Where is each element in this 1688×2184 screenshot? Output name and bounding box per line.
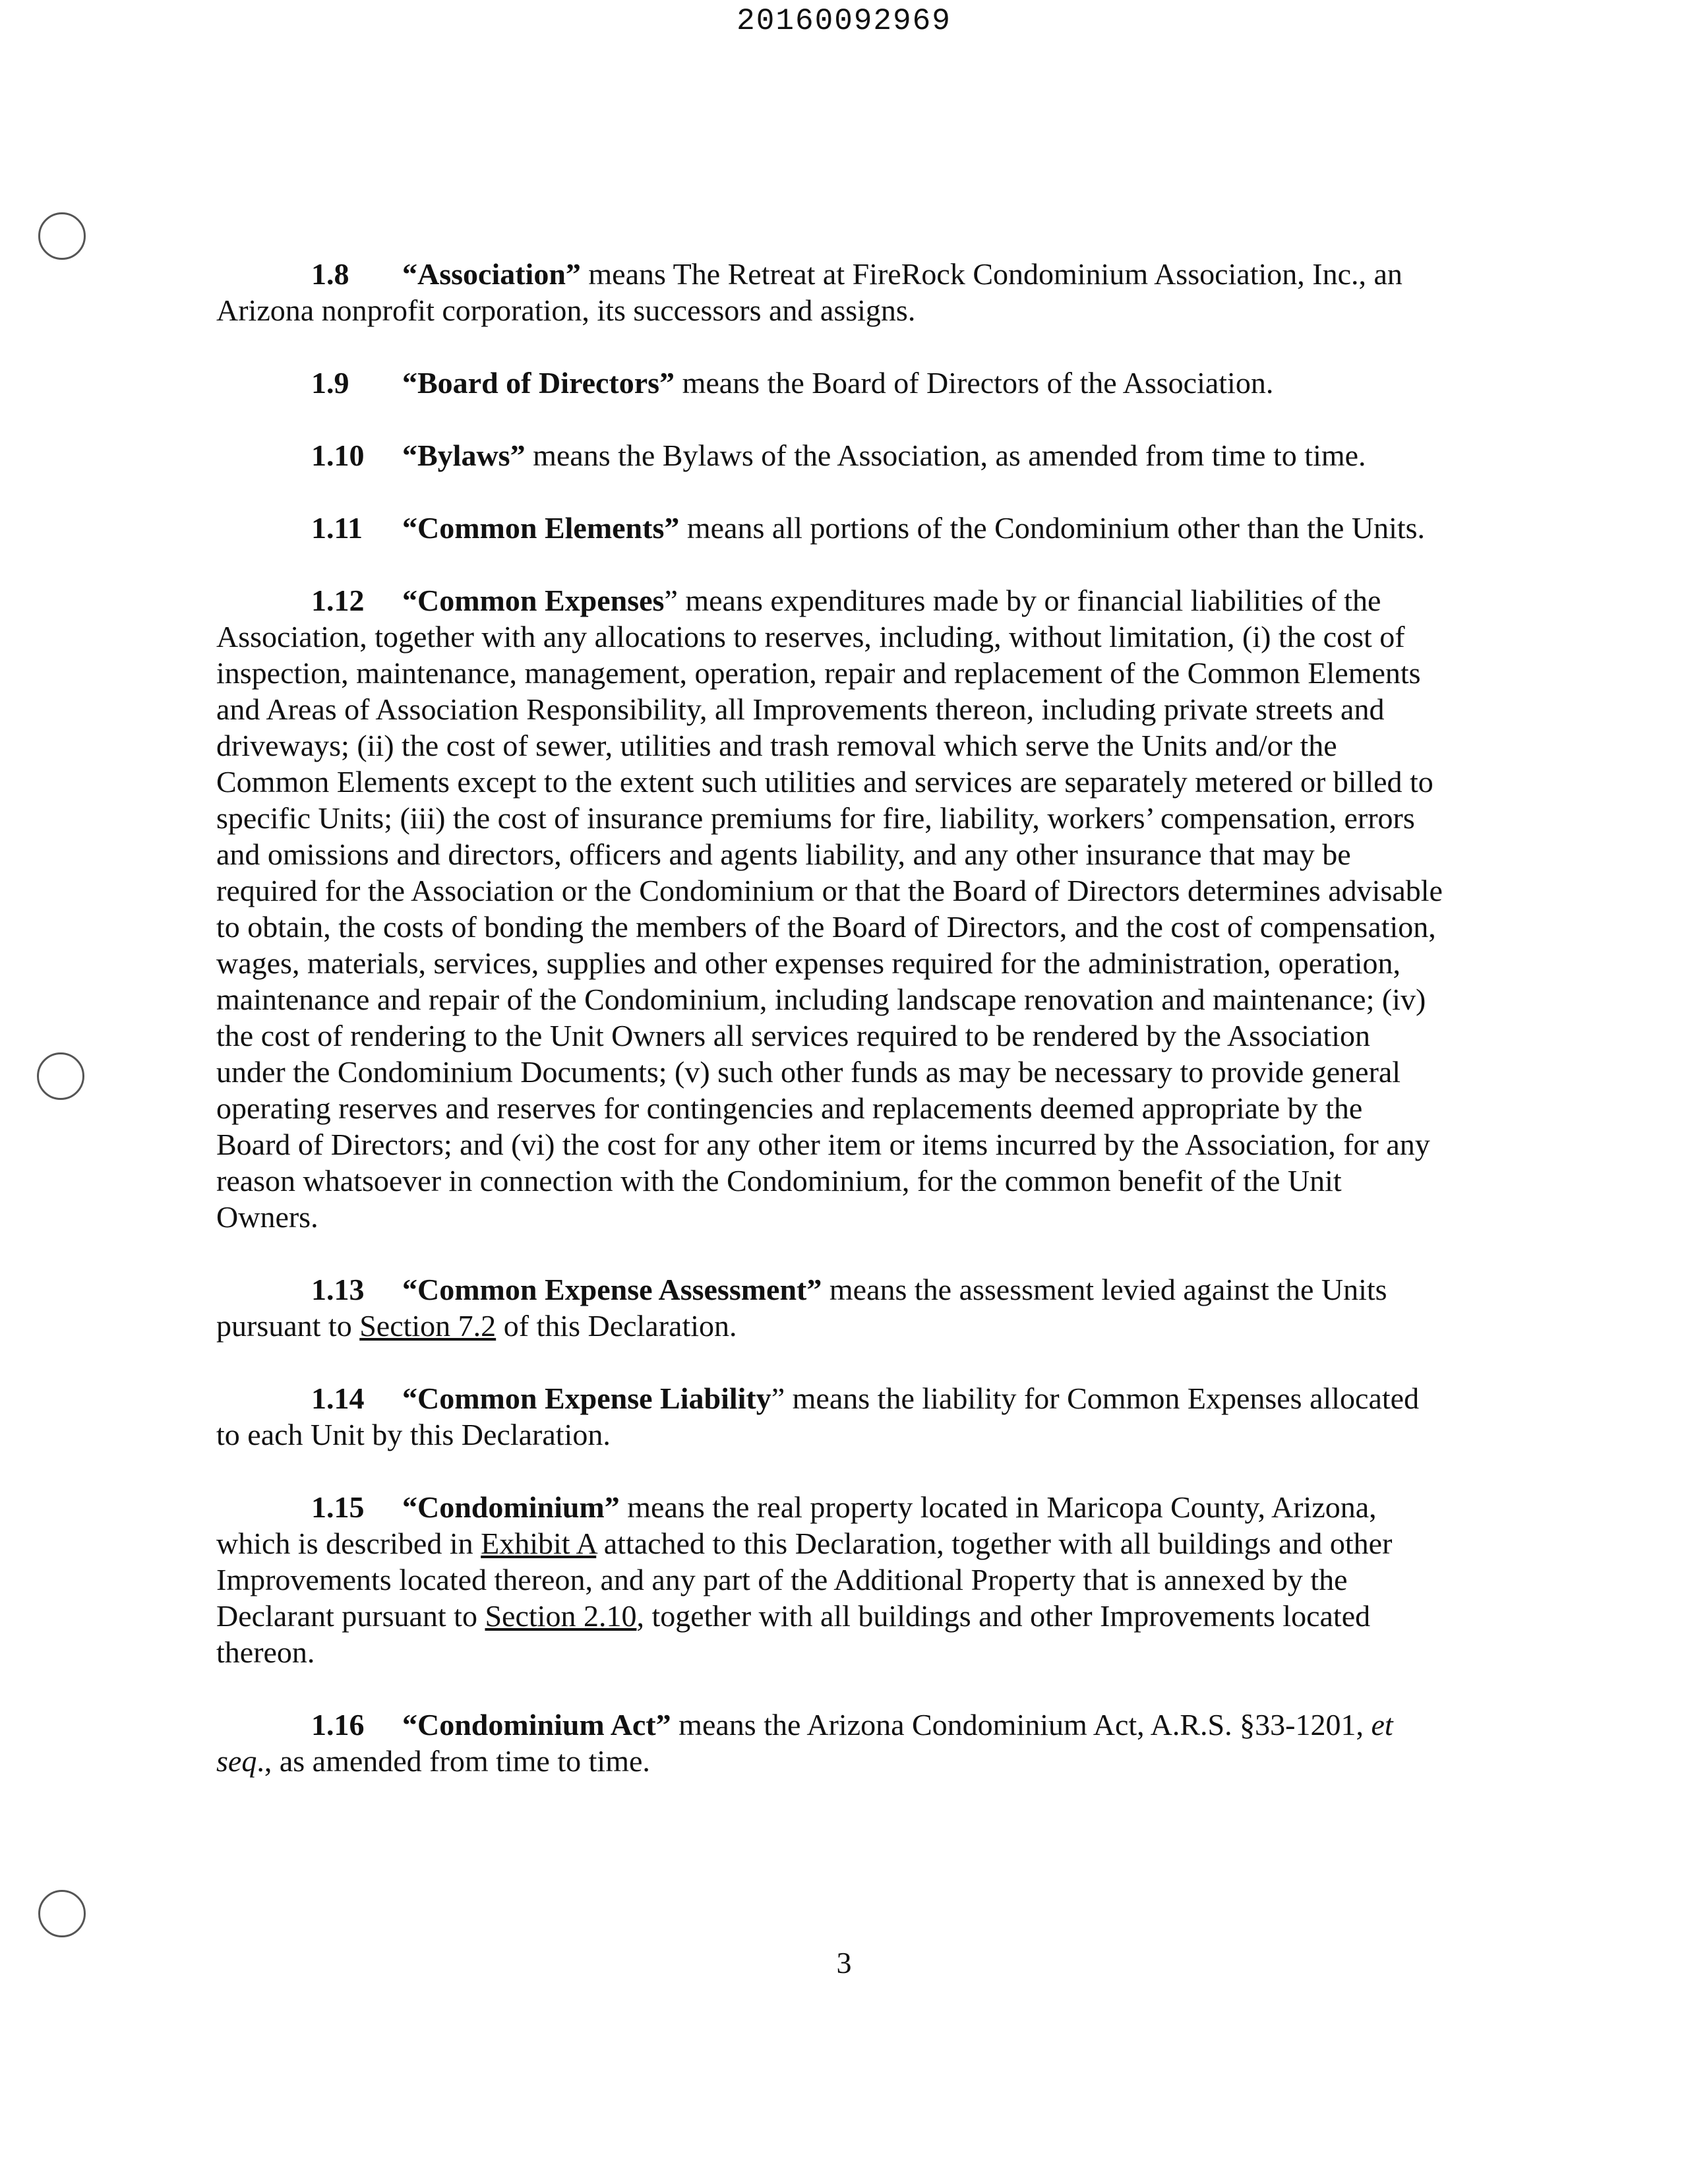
- section-number: 1.12: [311, 584, 365, 617]
- section-number: 1.14: [311, 1381, 365, 1415]
- section-number: 1.16: [311, 1708, 365, 1742]
- section-1-9: [216, 365, 1444, 401]
- section-number: 1.8: [311, 257, 349, 291]
- section-number: 1.10: [311, 439, 365, 472]
- section-1-13: [216, 1271, 1444, 1344]
- definition-text: means the assessment levied against the Units pursuant to: [216, 1273, 1387, 1343]
- section-1-8: [216, 256, 1444, 328]
- section-reference: Section 7.2: [359, 1309, 497, 1343]
- definition-text: ” means the liability for Common Expenses allocated to each Unit by this Declaration.: [216, 1381, 1420, 1451]
- latin-phrase: et seq: [216, 1708, 1393, 1778]
- definition-text: of this Declaration.: [496, 1309, 737, 1343]
- defined-term: “Condominium Act”: [402, 1708, 671, 1742]
- page-number: 3: [836, 1946, 852, 1980]
- section-number: 1.11: [311, 511, 363, 545]
- defined-term: “Common Expenses: [402, 584, 665, 617]
- definition-text: , together with all buildings and other Improvements located thereon.: [216, 1599, 1371, 1669]
- definition-text: ., as amended from time to time.: [256, 1744, 650, 1778]
- section-1-14: [216, 1380, 1444, 1453]
- defined-term: “Bylaws”: [402, 439, 526, 472]
- section-reference: Section 2.10: [485, 1599, 637, 1633]
- section-1-10: [216, 437, 1444, 473]
- defined-term: “Board of Directors”: [402, 366, 675, 400]
- definition-text: means all portions of the Condominium other than the Units.: [679, 511, 1426, 545]
- definition-text: means the Bylaws of the Association, as amended from time to time.: [525, 439, 1366, 472]
- punch-hole-top: [38, 212, 86, 260]
- defined-term: “Association”: [402, 257, 581, 291]
- definition-text: means The Retreat at FireRock Condominium Association, Inc., an Arizona nonprofit corporation, its successors and assigns.: [216, 257, 1402, 327]
- document-body: [216, 256, 1444, 1815]
- section-number: 1.9: [311, 366, 349, 400]
- section-1-15: [216, 1489, 1444, 1670]
- section-number: 1.15: [311, 1490, 365, 1524]
- defined-term: “Common Expense Liability: [402, 1381, 771, 1415]
- definition-text: means the real property located in Maricopa County, Arizona, which is described in: [216, 1490, 1377, 1560]
- definition-text: means the Board of Directors of the Association.: [675, 366, 1274, 400]
- defined-term: “Common Elements”: [402, 511, 680, 545]
- defined-term: “Condominium”: [402, 1490, 620, 1524]
- definition-text: attached to this Declaration, together with all buildings and other Improvements located thereon, and any part of the Additional Property that is annexed by the Declarant pursuant to: [216, 1527, 1393, 1633]
- section-number: 1.13: [311, 1273, 365, 1306]
- definition-text: ” means expenditures made by or financial liabilities of the Association, together with any allocations to reserves, including, without limitation, (i) the cost of inspection, maintenance, management, operation, repair and replacement of the Common Elements and Areas of Association Responsibility, all Improvements thereon, including private streets and driveways; (ii) the cost of sewer, utilities and trash removal which serve the Units and/or the Common Elements except to the extent such utilities and services are separately metered or billed to specific Units; (iii) the cost of insurance premiums for fire, liability, workers’ compensation, errors and omissions and directors, officers and agents liability, and any other insurance that may be required for the Association or the Condominium or that the Board of Directors determines advisable to obtain, the costs of bonding the members of the Board of Directors, and the cost of compensation, wages, materials, services, supplies and other expenses required for the administration, operation, maintenance and repair of the Condominium, including landscape renovation and maintenance; (iv) the cost of rendering to the Unit Owners all services required to be rendered by the Association under the Condominium Documents; (v) such other funds as may be necessary to provide general operating reserves and reserves for contingencies and replacements deemed appropriate by the Board of Directors; and (vi) the cost for any other item or items incurred by the Association, for any reason whatsoever in connection with the Condominium, for the common benefit of the Unit Owners.: [216, 584, 1443, 1234]
- section-1-11: [216, 510, 1444, 546]
- punch-hole-middle: [37, 1052, 84, 1100]
- section-1-12: [216, 582, 1444, 1235]
- section-1-16: [216, 1707, 1444, 1779]
- defined-term: “Common Expense Assessment”: [402, 1273, 822, 1306]
- document-number: 20160092969: [737, 4, 951, 38]
- definition-text: means the Arizona Condominium Act, A.R.S. §33-1201,: [671, 1708, 1372, 1742]
- exhibit-reference: Exhibit A: [481, 1527, 597, 1560]
- punch-hole-bottom: [38, 1890, 86, 1937]
